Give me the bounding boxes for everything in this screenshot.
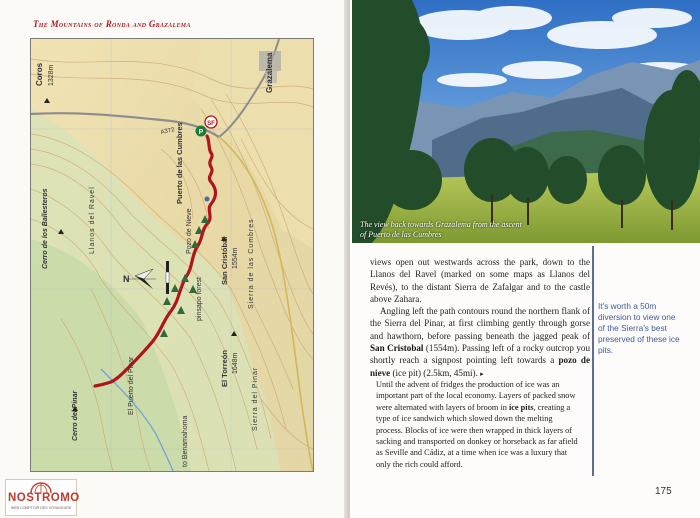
north-label: N bbox=[123, 274, 130, 284]
label-el-torreon: El Torreón bbox=[220, 350, 229, 387]
left-page bbox=[0, 0, 348, 518]
ice-pit-feature-box: Until the advent of fridges the production of ice was an important part of the local economy. Layers of packed snow were alternated with layers of broom in ice pits, creating a type of ice sandwich which slowed down the melting process. Blocks of ice were then wrapped in thick layers of sacking and transported on donkey or horseback as far afield as Seville and Cádiz, at a time when ice was a luxury that only the rich could afford. bbox=[376, 380, 578, 469]
label-a372: A372 bbox=[160, 127, 176, 136]
san-cristobal-bold: San Cristobal bbox=[370, 343, 424, 354]
continue-arrow-icon: ▸ bbox=[480, 369, 484, 378]
label-puerto-pinar: El Puerto del Pinar bbox=[128, 356, 135, 415]
label-puerto-cumbres: Puerto de las Cumbres bbox=[175, 122, 184, 204]
page-number: 175 bbox=[655, 486, 672, 497]
photo-caption: The view back towards Grazalema from the ascent of Puerto de las Cumbres bbox=[360, 220, 522, 239]
running-head: The Mountains of Ronda and Grazalema bbox=[33, 19, 191, 29]
label-pinsapo-forest: pinsapo forest bbox=[196, 277, 203, 321]
label-coros: Coros bbox=[35, 62, 44, 86]
label-sierra-cumbres: Sierra de las Cumbres bbox=[248, 218, 255, 309]
body-text bbox=[370, 256, 590, 380]
start-finish-label: SF bbox=[207, 121, 215, 127]
label-san-cristobal-alt: 1554m bbox=[232, 247, 239, 269]
paragraph-1: views open out westwards across the park, down to the Llanos del Ravel (marked on some maps as Llanos del Revés), to the distant Sierra de Zafalgar and to the castle above Zahara. bbox=[370, 257, 590, 304]
label-llanos-ravel: Llanos del Ravel bbox=[89, 186, 96, 254]
label-sierra-pinar: Sierra del Pinar bbox=[252, 366, 259, 431]
label-cerro-ballesteros: Cerro de los Ballesteros bbox=[42, 188, 49, 269]
sidebar-note: It's worth a 50m diversion to view one of the Sierra's best preserved of these ice pits. bbox=[598, 301, 680, 355]
map-canvas bbox=[31, 39, 313, 471]
logo-word: NOSTROMO bbox=[8, 492, 80, 504]
nostromo-logo bbox=[5, 479, 80, 516]
label-san-cristobal: San Cristóbal bbox=[220, 236, 229, 285]
sidebar-rule bbox=[592, 246, 594, 476]
label-pozo-nieve: Pozo de Nieve bbox=[186, 208, 193, 254]
scale-bar bbox=[166, 261, 169, 294]
label-coros-alt: 1328m bbox=[48, 64, 55, 86]
photo-canvas bbox=[352, 0, 700, 243]
pozo-marker bbox=[205, 197, 210, 202]
label-el-torreon-alt: 1648m bbox=[232, 352, 239, 374]
route-map bbox=[30, 38, 314, 472]
label-benamahoma: to Benamahoma bbox=[182, 415, 189, 467]
label-grazalema: Grazalema bbox=[265, 52, 274, 93]
landscape-photo bbox=[352, 0, 700, 243]
label-cerro-pinar: Cerro del Pinar bbox=[72, 390, 79, 441]
parking-label: P bbox=[198, 129, 204, 136]
pozo-nieve-bold: pozo de nieve bbox=[370, 355, 590, 378]
paragraph-2: Angling left the path contours round the northern flank of the Sierra del Pinar, at first climbing gently through gorse and hawthorn, before passing beneath the jagged peak of San Cristobal (1554m). Passing left of a rocky outcrop you shortly reach a signpost pointing left towards a pozo de nieve (ice pit) (2.5km, 45mi). ▸ bbox=[370, 306, 590, 378]
ice-pits-bold: ice pits bbox=[508, 402, 534, 412]
logo-tagline: WEB COMPTOIR DES VOYAGEURS bbox=[10, 506, 72, 510]
